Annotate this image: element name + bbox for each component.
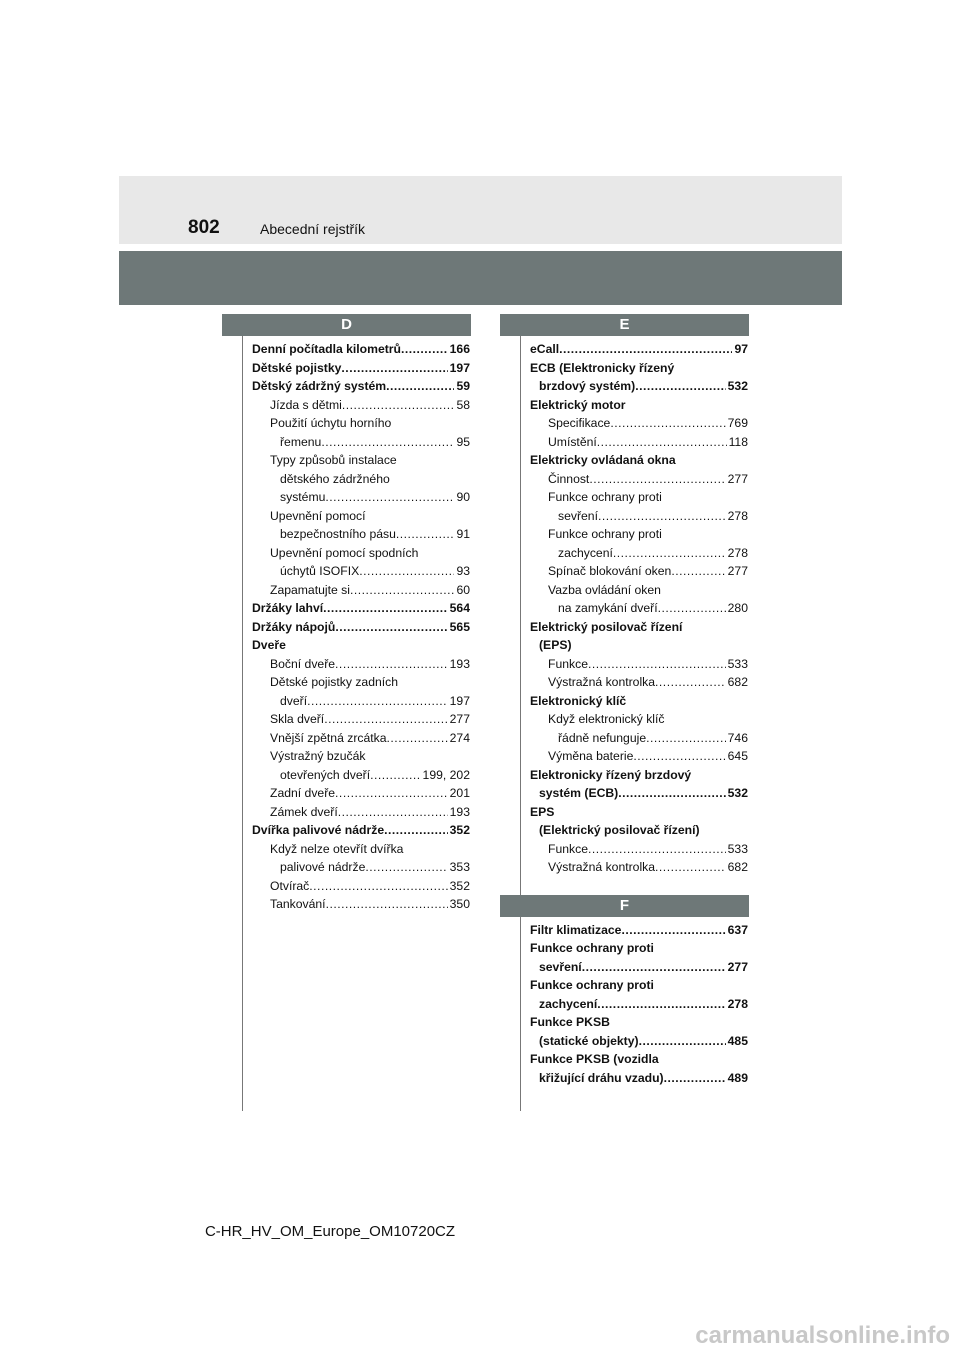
entry-term: Spínač blokování oken xyxy=(548,564,672,578)
entry-term: Elektronický klíč xyxy=(530,693,627,708)
dot-leader xyxy=(639,1032,726,1051)
index-entry xyxy=(252,655,470,674)
entry-page-ref: 746 xyxy=(727,730,748,745)
entry-term: úchytů ISOFIX xyxy=(280,564,360,578)
index-entry xyxy=(252,710,470,729)
index-entry xyxy=(530,821,748,840)
index-entry xyxy=(530,939,748,958)
index-entry xyxy=(530,840,748,859)
entry-page-ref: 278 xyxy=(727,996,748,1011)
entry-term: eCall xyxy=(530,342,560,356)
entry-page-ref: 193 xyxy=(449,656,470,671)
dot-leader xyxy=(635,377,725,396)
index-entry xyxy=(530,976,748,995)
entry-term: Funkce ochrany proti xyxy=(548,527,662,541)
dot-leader xyxy=(335,784,448,803)
entry-term: Když elektronický klíč xyxy=(548,712,665,726)
dot-leader xyxy=(350,581,455,600)
index-entry xyxy=(530,784,748,803)
entry-term: Umístění xyxy=(548,434,597,449)
entries-f xyxy=(500,917,780,1088)
dot-leader xyxy=(365,858,447,877)
index-entry xyxy=(252,784,470,803)
entry-page-ref: 118 xyxy=(728,434,748,449)
entry-page-ref: 91 xyxy=(456,527,470,541)
entry-page-ref: 532 xyxy=(727,786,748,800)
entry-page-ref: 59 xyxy=(456,379,470,393)
entry-term: Funkce ochrany proti xyxy=(548,490,662,504)
entry-term: řádně nefunguje xyxy=(558,730,647,745)
entry-page-ref: 352 xyxy=(449,823,470,837)
entry-term: otevřených dveří xyxy=(280,767,371,782)
index-entry xyxy=(530,507,748,526)
index-entry xyxy=(530,359,748,378)
index-entry xyxy=(530,710,748,729)
entry-page-ref: 277 xyxy=(727,564,748,578)
dot-leader xyxy=(309,877,447,896)
entry-term: dětského zádržného xyxy=(280,471,390,486)
index-entry xyxy=(252,803,470,822)
index-entry xyxy=(252,840,470,859)
dot-leader xyxy=(598,507,726,526)
entry-term: Funkce ochrany proti xyxy=(530,941,654,955)
entry-page-ref: 97 xyxy=(734,342,748,356)
entry-term: Zapamatujte si xyxy=(270,582,350,597)
index-entry xyxy=(252,414,470,433)
entry-term: (Elektrický posilovač řízení) xyxy=(539,823,700,837)
index-entry xyxy=(530,599,748,618)
index-entry xyxy=(252,433,470,452)
entry-term: palivové nádrže xyxy=(280,860,366,874)
entry-page-ref: 645 xyxy=(727,749,748,763)
entries-d xyxy=(222,336,502,914)
dot-leader xyxy=(321,433,454,452)
dot-leader xyxy=(646,729,726,748)
entry-term: Dvířka palivové nádrže xyxy=(252,823,385,837)
index-entry xyxy=(252,692,470,711)
index-entry xyxy=(530,958,748,977)
index-entry xyxy=(252,673,470,692)
entry-term: bezpečnostního pásu xyxy=(280,527,396,541)
entry-page-ref: 95 xyxy=(456,434,470,449)
entry-term: Tankování xyxy=(270,897,326,911)
entry-term: Typy způsobů instalace xyxy=(270,453,397,467)
dot-leader xyxy=(370,766,420,785)
entry-term: Upevnění pomocí spodních xyxy=(270,545,419,560)
entry-page-ref: 201 xyxy=(449,786,470,800)
index-entry xyxy=(252,544,470,563)
index-entry xyxy=(252,488,470,507)
entry-term: Vnější zpětná zrcátka xyxy=(270,730,387,745)
entry-page-ref: 93 xyxy=(456,564,470,578)
entry-term: Dětské pojistky xyxy=(252,360,342,375)
footer xyxy=(0,1223,960,1240)
dot-leader xyxy=(633,747,725,766)
index-column-left xyxy=(222,314,502,914)
index-entry xyxy=(252,470,470,489)
entry-term: (EPS) xyxy=(539,638,572,652)
entry-term: Výstražná kontrolka xyxy=(548,860,656,874)
index-entry xyxy=(530,544,748,563)
dot-leader xyxy=(325,488,454,507)
index-entry xyxy=(530,1069,748,1088)
index-entry xyxy=(530,729,748,748)
entry-page-ref: 532 xyxy=(727,379,748,393)
entry-page-ref: 274 xyxy=(449,730,470,745)
index-entry xyxy=(530,470,748,489)
entry-term: na zamykání dveří xyxy=(558,601,658,615)
index-entry xyxy=(530,562,748,581)
entry-term: Specifikace xyxy=(548,416,611,430)
dot-leader xyxy=(597,995,725,1014)
entry-term: brzdový systém) xyxy=(539,379,636,393)
entry-term: sevření xyxy=(539,959,582,974)
entry-term: Elektricky ovládaná okna xyxy=(530,453,676,467)
entry-term: Funkce xyxy=(548,656,588,671)
index-entry xyxy=(252,821,470,840)
header-band xyxy=(119,176,842,244)
index-entry xyxy=(252,377,470,396)
section-spacer xyxy=(500,877,780,895)
dot-leader xyxy=(387,729,448,748)
entry-term: Když nelze otevřít dvířka xyxy=(270,841,404,856)
entry-term: Výstražný bzučák xyxy=(270,749,366,763)
entry-page-ref: 60 xyxy=(456,582,470,597)
entry-term: Funkce ochrany proti xyxy=(530,978,654,992)
entry-page-ref: 533 xyxy=(727,656,748,671)
section-letter-f: F xyxy=(500,895,749,917)
index-entry xyxy=(530,396,748,415)
entry-page-ref: 489 xyxy=(727,1070,748,1085)
entry-term: Boční dveře xyxy=(270,656,336,671)
dot-leader xyxy=(588,840,726,859)
document-code: C-HR_HV_OM_Europe_OM10720CZ xyxy=(204,1223,456,1240)
index-entry xyxy=(530,377,748,396)
index-entry xyxy=(530,525,748,544)
entry-term: Zadní dveře xyxy=(270,786,336,800)
entry-page-ref: 637 xyxy=(727,922,748,937)
index-entry xyxy=(252,451,470,470)
entry-page-ref: 682 xyxy=(727,860,748,874)
entry-term: dveří xyxy=(280,693,308,708)
dot-leader xyxy=(559,340,732,359)
index-entry xyxy=(530,858,748,877)
entry-page-ref: 278 xyxy=(727,545,748,560)
entry-term: ECB (Elektronicky řízený xyxy=(530,360,675,375)
index-entry xyxy=(530,995,748,1014)
entry-term: křižující dráhu vzadu) xyxy=(539,1070,664,1085)
entry-term: Funkce PKSB xyxy=(530,1015,610,1029)
entry-page-ref: 199, 202 xyxy=(422,767,470,782)
dot-leader xyxy=(589,470,725,489)
entry-term: Dětské pojistky zadních xyxy=(270,675,399,689)
index-entry xyxy=(252,599,470,618)
entry-term: Zámek dveří xyxy=(270,804,338,819)
dot-leader xyxy=(401,340,448,359)
index-entry xyxy=(530,414,748,433)
entry-page-ref: 682 xyxy=(727,675,748,689)
entry-term: Držáky nápojů xyxy=(252,619,336,634)
index-entry xyxy=(252,766,470,785)
dot-leader xyxy=(324,710,447,729)
section-letter-e: E xyxy=(500,314,749,336)
entry-page-ref: 277 xyxy=(727,471,748,486)
index-column-right xyxy=(500,314,780,1087)
entry-page-ref: 197 xyxy=(449,693,470,708)
index-entry xyxy=(530,673,748,692)
index-entry xyxy=(530,451,748,470)
dot-leader xyxy=(610,414,725,433)
index-entry xyxy=(252,858,470,877)
entry-term: Funkce xyxy=(548,841,588,856)
entry-page-ref: 277 xyxy=(727,959,748,974)
entries-e xyxy=(500,336,780,877)
page-title: Abecední rejstřík xyxy=(260,221,366,237)
entry-page-ref: 193 xyxy=(449,804,470,819)
entry-page-ref: 166 xyxy=(449,342,470,356)
entry-term: Činnost xyxy=(548,471,590,486)
index-entry xyxy=(530,803,748,822)
entry-term: Upevnění pomocí xyxy=(270,508,366,523)
entry-term: Výstražná kontrolka xyxy=(548,675,656,689)
index-entry xyxy=(530,921,748,940)
entry-term: Elektronicky řízený brzdový xyxy=(530,767,692,782)
index-entry xyxy=(252,507,470,526)
entry-term: Otvírač xyxy=(270,878,310,893)
entry-page-ref: 277 xyxy=(449,712,470,726)
dot-leader xyxy=(588,655,726,674)
entry-page-ref: 564 xyxy=(449,601,470,615)
section-letter-d: D xyxy=(222,314,471,336)
entry-term: Dětský zádržný systém xyxy=(252,379,387,393)
dot-leader xyxy=(618,784,725,803)
index-entry xyxy=(252,359,470,378)
index-entry xyxy=(530,1013,748,1032)
entry-term: Výměna baterie xyxy=(548,749,634,763)
entry-term: Elektrický motor xyxy=(530,397,626,412)
entry-term: Jízda s dětmi xyxy=(270,397,342,412)
entry-page-ref: 197 xyxy=(449,360,470,375)
index-entry xyxy=(530,1050,748,1069)
dot-leader xyxy=(342,396,455,415)
entry-term: Skla dveří xyxy=(270,712,325,726)
index-entry xyxy=(252,396,470,415)
page-number: 802 xyxy=(188,217,220,238)
index-entry xyxy=(252,877,470,896)
index-entry xyxy=(252,581,470,600)
entry-term: Použití úchytu horního xyxy=(270,416,392,430)
dot-leader xyxy=(384,821,448,840)
entry-term: sevření xyxy=(558,508,598,523)
index-entry xyxy=(252,562,470,581)
entry-term: Filtr klimatizace xyxy=(530,922,622,937)
entry-page-ref: 353 xyxy=(449,860,470,874)
section-band xyxy=(119,251,842,305)
index-entry xyxy=(530,618,748,637)
entry-page-ref: 280 xyxy=(727,601,748,615)
entry-term: Dveře xyxy=(252,638,286,652)
dot-leader xyxy=(664,1069,726,1088)
entry-page-ref: 90 xyxy=(456,490,470,504)
entry-page-ref: 350 xyxy=(449,897,470,911)
entry-page-ref: 565 xyxy=(449,619,470,634)
dot-leader xyxy=(359,562,454,581)
index-entry xyxy=(530,636,748,655)
entry-term: řemenu xyxy=(280,434,322,449)
entry-page-ref: 352 xyxy=(449,878,470,893)
dot-leader xyxy=(323,599,448,618)
index-entry xyxy=(530,692,748,711)
entry-page-ref: 485 xyxy=(727,1033,748,1048)
entry-term: systému xyxy=(280,490,326,504)
dot-leader xyxy=(326,895,448,914)
index-entry xyxy=(530,488,748,507)
dot-leader xyxy=(386,377,454,396)
entry-page-ref: 533 xyxy=(727,841,748,856)
dot-leader xyxy=(335,655,448,674)
dot-leader xyxy=(335,618,447,637)
entry-page-ref: 278 xyxy=(727,508,748,523)
dot-leader xyxy=(307,692,448,711)
dot-leader xyxy=(655,673,726,692)
entry-page-ref: 58 xyxy=(456,397,470,412)
index-entry xyxy=(252,729,470,748)
entry-page-ref: 769 xyxy=(727,416,748,430)
entry-term: Vazba ovládání oken xyxy=(548,582,661,597)
dot-leader xyxy=(338,803,448,822)
index-entry xyxy=(530,433,748,452)
index-entry xyxy=(252,618,470,637)
entry-term: Elektrický posilovač řízení xyxy=(530,619,683,634)
dot-leader xyxy=(613,544,726,563)
index-entry xyxy=(530,581,748,600)
index-entry xyxy=(530,340,748,359)
entry-term: (statické objekty) xyxy=(539,1033,639,1048)
index-entry xyxy=(530,1032,748,1051)
index-entry xyxy=(252,340,470,359)
index-entry xyxy=(252,895,470,914)
dot-leader xyxy=(396,525,455,544)
dot-leader xyxy=(658,599,726,618)
entry-term: Funkce PKSB (vozidla xyxy=(530,1052,659,1066)
entry-term: zachycení xyxy=(558,545,613,560)
index-entry xyxy=(252,525,470,544)
entry-term: systém (ECB) xyxy=(539,786,619,800)
entry-term: Denní počítadla kilometrů xyxy=(252,342,401,356)
entry-term: Držáky lahví xyxy=(252,601,324,615)
entry-term: zachycení xyxy=(539,996,598,1011)
dot-leader xyxy=(597,433,727,452)
index-entry xyxy=(530,766,748,785)
dot-leader xyxy=(621,921,725,940)
index-entry xyxy=(530,655,748,674)
index-entry xyxy=(252,747,470,766)
dot-leader xyxy=(341,359,447,378)
watermark: carmanualsonline.info xyxy=(695,1322,950,1349)
dot-leader xyxy=(655,858,726,877)
dot-leader xyxy=(671,562,725,581)
index-entry xyxy=(252,636,470,655)
index-entry xyxy=(530,747,748,766)
dot-leader xyxy=(582,958,726,977)
entry-term: EPS xyxy=(530,804,555,819)
